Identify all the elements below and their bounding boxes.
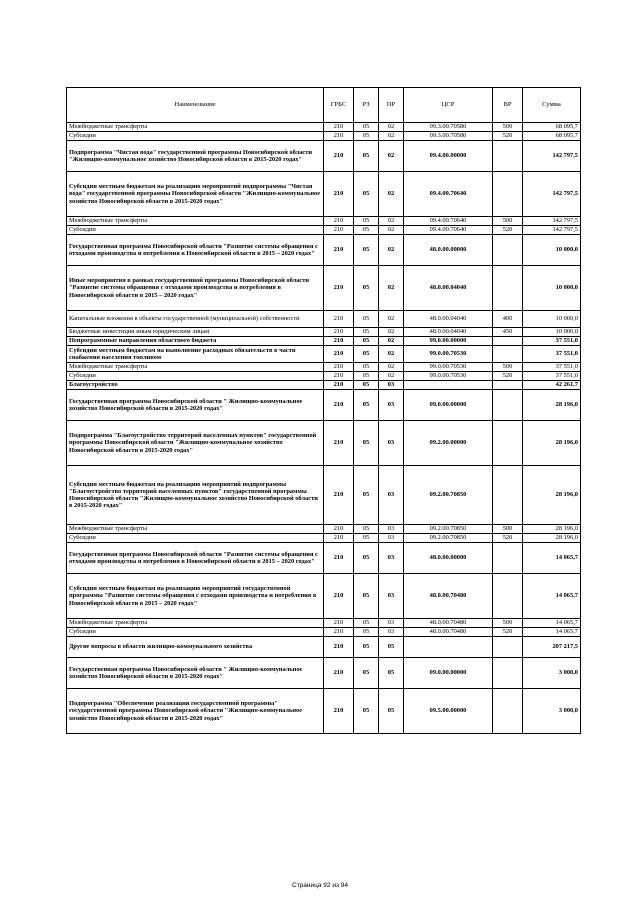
cell-sum: 3 000,0	[523, 658, 581, 689]
cell-sum: 142 797,5	[523, 141, 581, 172]
cell-sum: 37 551,0	[523, 346, 581, 363]
cell-csr: 09.5.00.00000	[404, 689, 493, 734]
cell-name: Субсидии	[67, 534, 324, 543]
cell-sum: 10 000,0	[523, 311, 581, 328]
cell-grbs: 210	[324, 123, 354, 132]
cell-vr	[493, 637, 523, 658]
table-row	[67, 172, 581, 217]
cell-grbs: 210	[324, 266, 354, 311]
table-row	[67, 525, 581, 534]
cell-rz: 05	[354, 337, 379, 346]
cell-sum: 68 095,7	[523, 132, 581, 141]
cell-csr: 99.0.00.00000	[404, 337, 493, 346]
table-row	[67, 363, 581, 372]
cell-grbs: 210	[324, 226, 354, 235]
cell-rz: 05	[354, 372, 379, 381]
cell-name: Межбюджетные трансферты	[67, 525, 324, 534]
cell-rz: 05	[354, 574, 379, 619]
table-row	[67, 311, 581, 328]
cell-vr: 500	[493, 619, 523, 628]
cell-pr: 03	[379, 466, 404, 525]
cell-grbs: 210	[324, 574, 354, 619]
cell-vr: 500	[493, 123, 523, 132]
cell-pr: 02	[379, 346, 404, 363]
cell-grbs: 210	[324, 466, 354, 525]
cell-grbs: 210	[324, 235, 354, 266]
cell-rz: 05	[354, 390, 379, 421]
cell-pr: 02	[379, 311, 404, 328]
cell-name: Субсидии местным бюджетам на реализацию мероприятий подпрограммы "Благоустройство территорий населенных пунктов" государственной программы Новосибирской области "Жилищно-коммунальное хозяйство Новосибирской области в 2015-2020 годах"	[67, 466, 324, 525]
cell-pr: 02	[379, 363, 404, 372]
cell-rz: 05	[354, 689, 379, 734]
cell-vr: 520	[493, 132, 523, 141]
cell-name: Субсидии местным бюджетам на реализацию мероприятий государственной программы "Развитие системы обращения с отходами производства и потребления в Новосибирской области в 2015 – 2020 годах"	[67, 574, 324, 619]
cell-name: Другие вопросы в области жилищно-коммунального хозяйства	[67, 637, 324, 658]
cell-rz: 05	[354, 543, 379, 574]
cell-sum: 10 000,0	[523, 235, 581, 266]
table-row	[67, 217, 581, 226]
cell-rz: 05	[354, 123, 379, 132]
cell-vr: 500	[493, 217, 523, 226]
cell-sum: 142 797,5	[523, 172, 581, 217]
cell-csr: 99.0.00.70530	[404, 346, 493, 363]
cell-name: Государственная программа Новосибирской области " Жилищно-коммунальное хозяйство Новосибирской области в 2015-2020 годах"	[67, 658, 324, 689]
header-rz: РЗ	[354, 88, 379, 123]
cell-vr: 500	[493, 525, 523, 534]
cell-pr: 02	[379, 266, 404, 311]
cell-pr: 03	[379, 381, 404, 390]
table-row	[67, 689, 581, 734]
table-row	[67, 226, 581, 235]
cell-csr: 09.2.00.70850	[404, 466, 493, 525]
cell-name: Межбюджетные трансферты	[67, 363, 324, 372]
cell-rz: 05	[354, 619, 379, 628]
cell-csr: 48.0.00.00000	[404, 543, 493, 574]
cell-grbs: 210	[324, 141, 354, 172]
cell-name: Субсидии	[67, 132, 324, 141]
cell-csr: 99.0.00.70530	[404, 372, 493, 381]
table-row	[67, 574, 581, 619]
header-csr: ЦСР	[404, 88, 493, 123]
cell-grbs: 210	[324, 363, 354, 372]
cell-csr: 09.4.00.00000	[404, 141, 493, 172]
cell-pr: 05	[379, 658, 404, 689]
cell-vr	[493, 346, 523, 363]
table-row	[67, 337, 581, 346]
header-vr: ВР	[493, 88, 523, 123]
cell-csr	[404, 381, 493, 390]
cell-csr: 99.0.00.70530	[404, 363, 493, 372]
table-row	[67, 628, 581, 637]
cell-csr	[404, 637, 493, 658]
table-row	[67, 235, 581, 266]
cell-pr: 02	[379, 226, 404, 235]
table-row	[67, 328, 581, 337]
table-row	[67, 619, 581, 628]
cell-rz: 05	[354, 266, 379, 311]
cell-csr: 48.0.00.70480	[404, 619, 493, 628]
cell-vr	[493, 543, 523, 574]
cell-pr: 02	[379, 217, 404, 226]
cell-vr	[493, 466, 523, 525]
cell-sum: 14 065,7	[523, 628, 581, 637]
cell-rz: 05	[354, 466, 379, 525]
cell-grbs: 210	[324, 543, 354, 574]
cell-pr: 03	[379, 619, 404, 628]
cell-grbs: 210	[324, 390, 354, 421]
cell-pr: 02	[379, 372, 404, 381]
cell-sum: 14 065,7	[523, 543, 581, 574]
cell-sum: 10 000,0	[523, 328, 581, 337]
cell-sum: 14 065,7	[523, 619, 581, 628]
table-row	[67, 421, 581, 466]
cell-pr: 03	[379, 534, 404, 543]
cell-pr: 02	[379, 235, 404, 266]
cell-vr: 520	[493, 372, 523, 381]
cell-name: Государственная программа Новосибирской области "Развитие системы обращения с отходами производства и потребления в Новосибирской области в 2015 – 2020 годах"	[67, 235, 324, 266]
cell-sum: 28 196,0	[523, 390, 581, 421]
cell-name: Государственная программа Новосибирской области " Жилищно-коммунальное хозяйство Новосибирской области в 2015-2020 годах"	[67, 390, 324, 421]
header-pr: ПР	[379, 88, 404, 123]
cell-vr: 520	[493, 534, 523, 543]
table-row	[67, 346, 581, 363]
cell-pr: 05	[379, 637, 404, 658]
cell-vr	[493, 337, 523, 346]
cell-pr: 05	[379, 689, 404, 734]
cell-grbs: 210	[324, 217, 354, 226]
cell-name: Благоустройство	[67, 381, 324, 390]
cell-name: Капитальные вложения в объекты государственной (муниципальной) собственности	[67, 311, 324, 328]
cell-rz: 05	[354, 311, 379, 328]
cell-vr	[493, 381, 523, 390]
cell-csr: 09.4.00.70640	[404, 217, 493, 226]
cell-grbs: 210	[324, 421, 354, 466]
cell-sum: 68 095,7	[523, 123, 581, 132]
cell-pr: 03	[379, 525, 404, 534]
cell-vr: 400	[493, 311, 523, 328]
cell-name: Субсидии местным бюджетам на реализацию мероприятий подпрограммы "Чистая вода" государственной программы Новосибирской области "Жилищно-коммунальное хозяйство Новосибирской области в 2015-2020 годах"	[67, 172, 324, 217]
cell-vr: 500	[493, 363, 523, 372]
cell-pr: 03	[379, 421, 404, 466]
cell-name: Непрограммные направления областного бюджета	[67, 337, 324, 346]
cell-sum: 42 261,7	[523, 381, 581, 390]
cell-grbs: 210	[324, 381, 354, 390]
cell-sum: 28 196,0	[523, 525, 581, 534]
cell-csr: 48.0.00.04040	[404, 266, 493, 311]
table-row	[67, 466, 581, 525]
table-row	[67, 132, 581, 141]
cell-rz: 05	[354, 421, 379, 466]
cell-vr	[493, 574, 523, 619]
cell-name: Межбюджетные трансферты	[67, 619, 324, 628]
cell-rz: 05	[354, 363, 379, 372]
cell-csr: 48.0.00.04040	[404, 311, 493, 328]
cell-pr: 02	[379, 123, 404, 132]
cell-sum: 28 196,0	[523, 421, 581, 466]
cell-rz: 05	[354, 132, 379, 141]
cell-name: Бюджетные инвестиции иным юридическим лицам	[67, 328, 324, 337]
cell-rz: 05	[354, 637, 379, 658]
cell-pr: 02	[379, 141, 404, 172]
cell-vr: 520	[493, 628, 523, 637]
cell-sum: 37 551,0	[523, 363, 581, 372]
cell-name: Подпрограмма "Обеспечение реализации государственной программы" государственной программы Новосибирской области "Жилищно-коммунальное хозяйство Новосибирской области в 2015-2020 годах"	[67, 689, 324, 734]
cell-vr	[493, 390, 523, 421]
cell-rz: 05	[354, 381, 379, 390]
page-number: Страница 92 из 94	[292, 882, 348, 889]
cell-rz: 05	[354, 141, 379, 172]
cell-sum: 3 000,0	[523, 689, 581, 734]
table-row	[67, 266, 581, 311]
cell-csr: 48.0.00.00000	[404, 235, 493, 266]
cell-rz: 05	[354, 217, 379, 226]
cell-pr: 03	[379, 543, 404, 574]
header-sum: Сумма	[523, 88, 581, 123]
cell-name: Субсидии	[67, 372, 324, 381]
cell-sum: 14 065,7	[523, 574, 581, 619]
cell-csr: 09.4.00.70640	[404, 172, 493, 217]
cell-grbs: 210	[324, 628, 354, 637]
cell-csr: 09.3.00.70580	[404, 132, 493, 141]
cell-csr: 48.0.00.70480	[404, 628, 493, 637]
cell-name: Межбюджетные трансферты	[67, 123, 324, 132]
table-row	[67, 372, 581, 381]
cell-grbs: 210	[324, 658, 354, 689]
cell-name: Подпрограмма "Чистая вода" государственной программы Новосибирской области "Жилищно-коммунальное хозяйство Новосибирской области в 2015-2020 годах"	[67, 141, 324, 172]
header-grbs: ГРБС	[324, 88, 354, 123]
cell-rz: 05	[354, 226, 379, 235]
cell-vr	[493, 235, 523, 266]
cell-rz: 05	[354, 525, 379, 534]
cell-csr: 48.0.00.70480	[404, 574, 493, 619]
cell-grbs: 210	[324, 525, 354, 534]
table-row	[67, 123, 581, 132]
cell-sum: 10 000,0	[523, 266, 581, 311]
cell-grbs: 210	[324, 689, 354, 734]
table-header-row	[67, 88, 581, 123]
header-name: Наименование	[67, 88, 324, 123]
cell-pr: 03	[379, 574, 404, 619]
cell-pr: 03	[379, 390, 404, 421]
table-body	[67, 123, 581, 734]
cell-name: Межбюджетные трансферты	[67, 217, 324, 226]
cell-sum: 37 551,0	[523, 372, 581, 381]
cell-vr	[493, 172, 523, 217]
cell-sum: 28 196,0	[523, 534, 581, 543]
cell-vr	[493, 689, 523, 734]
cell-sum: 142 797,5	[523, 226, 581, 235]
cell-csr: 48.0.00.04040	[404, 328, 493, 337]
cell-grbs: 210	[324, 346, 354, 363]
cell-sum: 28 196,0	[523, 466, 581, 525]
cell-rz: 05	[354, 328, 379, 337]
cell-vr	[493, 141, 523, 172]
cell-vr: 450	[493, 328, 523, 337]
cell-name: Иные мероприятия в рамках государственной программы Новосибирской области "Развитие системы обращения с отходами производства и потребления в Новосибирской области в 2015 – 2020 годах"	[67, 266, 324, 311]
cell-sum: 207 217,5	[523, 637, 581, 658]
table-row	[67, 637, 581, 658]
cell-sum: 37 551,0	[523, 337, 581, 346]
cell-pr: 02	[379, 337, 404, 346]
table-row	[67, 141, 581, 172]
cell-rz: 05	[354, 534, 379, 543]
cell-name: Субсидии местным бюджетам на выполнение расходных обязательств в части снабжения населения топливом	[67, 346, 324, 363]
cell-csr: 09.4.00.70640	[404, 226, 493, 235]
cell-grbs: 210	[324, 534, 354, 543]
cell-rz: 05	[354, 346, 379, 363]
table-row	[67, 543, 581, 574]
cell-name: Субсидии	[67, 628, 324, 637]
cell-pr: 02	[379, 328, 404, 337]
table-row	[67, 381, 581, 390]
cell-vr	[493, 658, 523, 689]
cell-rz: 05	[354, 658, 379, 689]
cell-pr: 02	[379, 132, 404, 141]
table-row	[67, 534, 581, 543]
cell-vr	[493, 421, 523, 466]
cell-name: Государственная программа Новосибирской области "Развитие системы обращения с отходами производства и потребления в Новосибирской области в 2015 – 2020 годах"	[67, 543, 324, 574]
cell-grbs: 210	[324, 311, 354, 328]
table-row	[67, 658, 581, 689]
cell-sum: 142 797,5	[523, 217, 581, 226]
cell-csr: 09.2.00.70850	[404, 534, 493, 543]
cell-vr: 520	[493, 226, 523, 235]
cell-vr	[493, 266, 523, 311]
cell-grbs: 210	[324, 132, 354, 141]
cell-pr: 02	[379, 172, 404, 217]
cell-grbs: 210	[324, 619, 354, 628]
cell-rz: 05	[354, 235, 379, 266]
cell-grbs: 210	[324, 372, 354, 381]
cell-grbs: 210	[324, 172, 354, 217]
cell-csr: 09.3.00.70580	[404, 123, 493, 132]
cell-grbs: 210	[324, 337, 354, 346]
cell-rz: 05	[354, 628, 379, 637]
cell-grbs: 210	[324, 328, 354, 337]
budget-table	[66, 87, 581, 734]
cell-name: Подпрограмма "Благоустройство территорий населенных пунктов" государственной программы Новосибирской области "Жилищно-коммунальное хозяйство Новосибирской области в 2015-2020 годах"	[67, 421, 324, 466]
cell-csr: 09.0.00.00000	[404, 658, 493, 689]
cell-name: Субсидии	[67, 226, 324, 235]
cell-rz: 05	[354, 172, 379, 217]
cell-csr: 09.0.00.00000	[404, 390, 493, 421]
cell-pr: 03	[379, 628, 404, 637]
cell-grbs: 210	[324, 637, 354, 658]
cell-csr: 09.2.00.00000	[404, 421, 493, 466]
table-row	[67, 390, 581, 421]
cell-csr: 09.2.00.70850	[404, 525, 493, 534]
